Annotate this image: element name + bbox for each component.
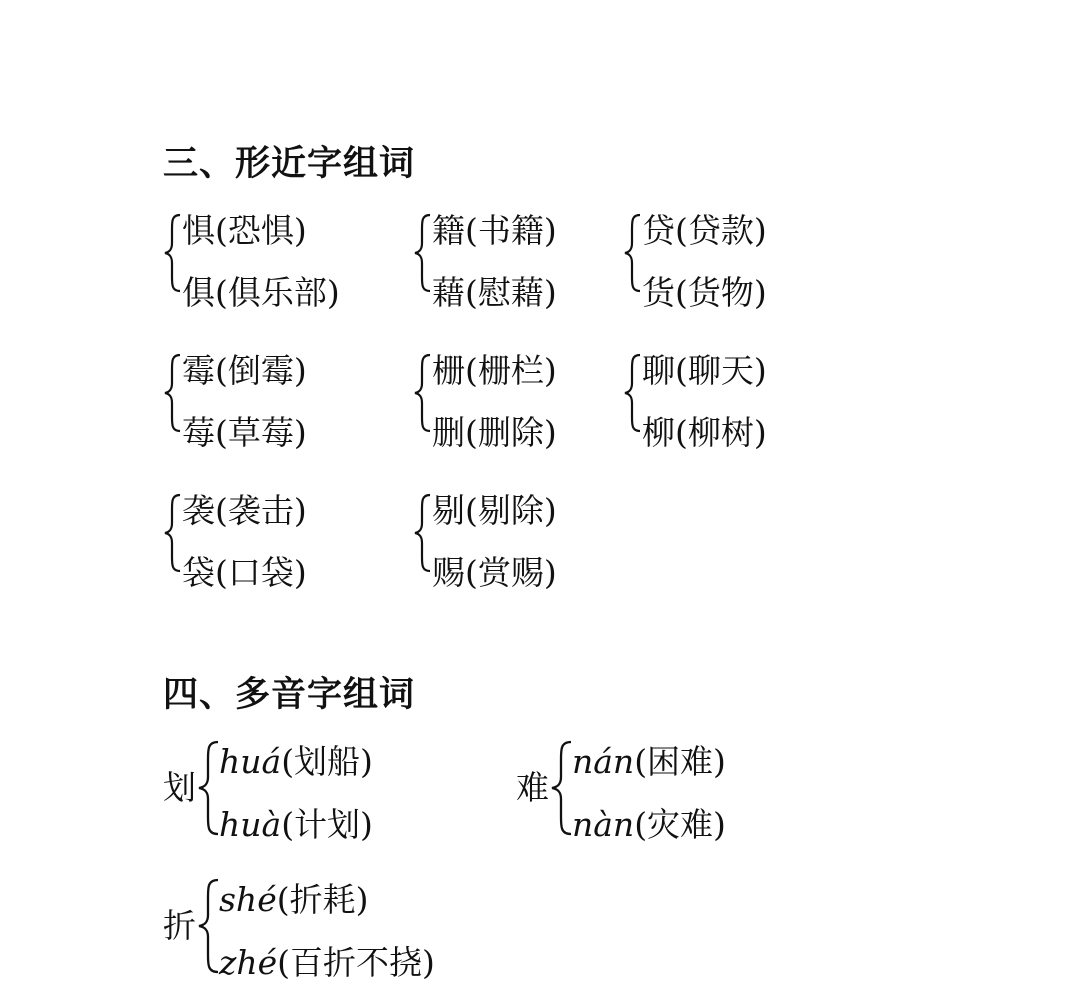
word-line: 俱(俱乐部) [182, 273, 340, 312]
brace-icon [413, 353, 433, 433]
brace-icon [163, 213, 183, 293]
pinyin: huá [219, 742, 282, 781]
pinyin: shé [219, 880, 277, 919]
example-word: (百折不挠) [277, 943, 435, 982]
reading-line [572, 805, 726, 845]
brace-icon [623, 213, 643, 293]
word-line: 赐(赏赐) [432, 553, 557, 592]
word-line: 惧(恐惧) [182, 211, 307, 250]
brace-icon [163, 353, 183, 433]
pinyin: zhé [219, 943, 278, 982]
word-line: 柳(柳树) [642, 413, 767, 452]
reading-line [219, 880, 368, 920]
section-4-heading: 四、多音字组词 [163, 675, 416, 715]
reading-line [572, 742, 726, 782]
brace-icon [623, 353, 643, 433]
word-line: 霉(倒霉) [182, 351, 307, 390]
section-3-heading: 三、形近字组词 [163, 144, 416, 184]
brace-icon [197, 740, 221, 836]
word-line: 聊(聊天) [642, 351, 767, 390]
word-line: 删(删除) [432, 413, 557, 452]
example-word: (灾难) [634, 805, 726, 844]
word-line: 袭(袭击) [182, 491, 307, 530]
brace-icon [413, 213, 433, 293]
word-line: 袋(口袋) [182, 553, 307, 592]
brace-icon [197, 878, 221, 974]
reading-line [219, 805, 373, 845]
word-line: 贷(贷款) [642, 211, 767, 250]
word-line: 剔(剔除) [432, 491, 557, 530]
word-line: 莓(草莓) [182, 413, 307, 452]
example-word: (划船) [281, 742, 373, 781]
polyphone-char: 划 [163, 768, 196, 807]
brace-icon [550, 740, 574, 836]
polyphone-char: 难 [516, 768, 549, 807]
word-line: 栅(栅栏) [432, 351, 557, 390]
brace-icon [413, 493, 433, 573]
example-word: (困难) [634, 742, 726, 781]
example-word: (折耗) [276, 880, 369, 919]
reading-line [219, 943, 435, 983]
word-line: 籍(书籍) [432, 211, 557, 250]
pinyin: huà [219, 805, 282, 844]
pinyin: nán [572, 742, 635, 781]
example-word: (计划) [281, 805, 373, 844]
polyphone-char: 折 [163, 906, 196, 945]
reading-line [219, 742, 373, 782]
word-line: 藉(慰藉) [432, 273, 557, 312]
word-line: 货(货物) [642, 273, 767, 312]
pinyin: nàn [572, 805, 635, 844]
brace-icon [163, 493, 183, 573]
